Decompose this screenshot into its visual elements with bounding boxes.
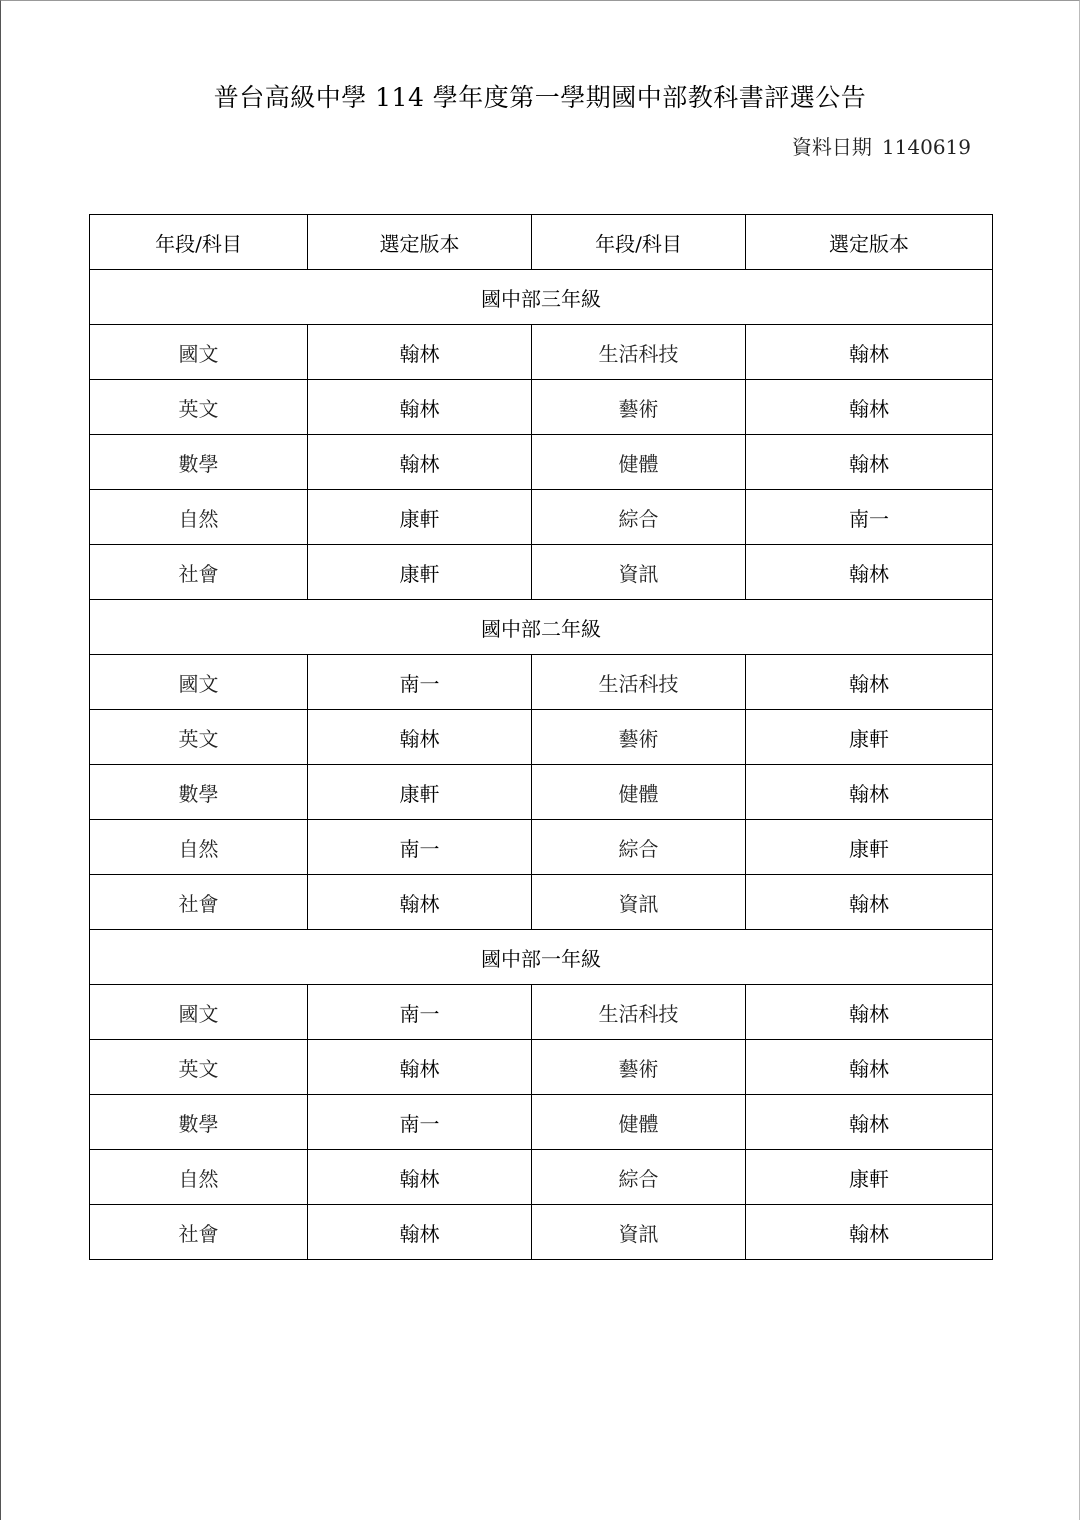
table-row: [90, 325, 993, 380]
subject-cell: 藝術: [532, 380, 746, 435]
version-cell: 康軒: [746, 710, 993, 765]
subject-cell: 自然: [90, 1150, 308, 1205]
subject-cell: 資訊: [532, 1205, 746, 1260]
subject-cell: 國文: [90, 655, 308, 710]
version-cell: 翰林: [746, 765, 993, 820]
table-row: [90, 820, 993, 875]
textbook-selection-table: [89, 214, 993, 1260]
subject-cell: 生活科技: [532, 985, 746, 1040]
table-row: [90, 1205, 993, 1260]
subject-cell: 數學: [90, 1095, 308, 1150]
date-label: 資料日期: [791, 135, 872, 159]
version-cell: 翰林: [746, 435, 993, 490]
subject-cell: 藝術: [532, 1040, 746, 1095]
version-cell: 翰林: [308, 435, 532, 490]
table-row: [90, 380, 993, 435]
version-cell: 康軒: [308, 490, 532, 545]
data-date: [792, 131, 971, 160]
subject-cell: 綜合: [532, 1150, 746, 1205]
version-cell: 翰林: [308, 380, 532, 435]
header-version-2: 選定版本: [746, 215, 993, 270]
page-title: 普台高級中學 114 學年度第一學期國中部教科書評選公告: [213, 83, 867, 112]
version-cell: 翰林: [746, 325, 993, 380]
subject-cell: 綜合: [532, 820, 746, 875]
subject-cell: 社會: [90, 545, 308, 600]
subject-cell: 自然: [90, 820, 308, 875]
table-body: [90, 270, 993, 1260]
header-subject-2: 年段/科目: [532, 215, 746, 270]
version-cell: 翰林: [746, 545, 993, 600]
subject-cell: 資訊: [532, 545, 746, 600]
header-version-1: 選定版本: [308, 215, 532, 270]
subject-cell: 國文: [90, 985, 308, 1040]
table-row: [90, 545, 993, 600]
version-cell: 南一: [308, 655, 532, 710]
version-cell: 翰林: [308, 1040, 532, 1095]
table-row: [90, 490, 993, 545]
version-cell: 南一: [308, 1095, 532, 1150]
version-cell: 翰林: [308, 710, 532, 765]
subject-cell: 國文: [90, 325, 308, 380]
version-cell: 康軒: [308, 765, 532, 820]
subject-cell: 生活科技: [532, 325, 746, 380]
section-header-row: [90, 270, 993, 325]
subject-cell: 英文: [90, 710, 308, 765]
subject-cell: 生活科技: [532, 655, 746, 710]
version-cell: 翰林: [746, 1040, 993, 1095]
table-row: [90, 765, 993, 820]
section-title: 國中部三年級: [90, 270, 993, 325]
table-row: [90, 655, 993, 710]
version-cell: 翰林: [308, 325, 532, 380]
version-cell: 南一: [746, 490, 993, 545]
subject-cell: 健體: [532, 1095, 746, 1150]
subject-cell: 數學: [90, 435, 308, 490]
section-header-row: [90, 930, 993, 985]
version-cell: 翰林: [308, 1150, 532, 1205]
version-cell: 南一: [308, 820, 532, 875]
subject-cell: 健體: [532, 765, 746, 820]
table-row: [90, 875, 993, 930]
version-cell: 翰林: [746, 655, 993, 710]
version-cell: 翰林: [308, 875, 532, 930]
subject-cell: 綜合: [532, 490, 746, 545]
table-row: [90, 710, 993, 765]
subject-cell: 社會: [90, 1205, 308, 1260]
subject-cell: 藝術: [532, 710, 746, 765]
subject-cell: 社會: [90, 875, 308, 930]
version-cell: 康軒: [308, 545, 532, 600]
version-cell: 翰林: [746, 985, 993, 1040]
date-value: 1140619: [881, 135, 971, 159]
version-cell: 康軒: [746, 1150, 993, 1205]
table-row: [90, 1040, 993, 1095]
version-cell: 翰林: [308, 1205, 532, 1260]
version-cell: 翰林: [746, 380, 993, 435]
section-title: 國中部二年級: [90, 600, 993, 655]
table-header-row: [90, 215, 993, 270]
header-subject-1: 年段/科目: [90, 215, 308, 270]
table-row: [90, 1150, 993, 1205]
subject-cell: 健體: [532, 435, 746, 490]
subject-cell: 資訊: [532, 875, 746, 930]
subject-cell: 數學: [90, 765, 308, 820]
table-row: [90, 435, 993, 490]
section-title: 國中部一年級: [90, 930, 993, 985]
subject-cell: 英文: [90, 380, 308, 435]
table-row: [90, 985, 993, 1040]
version-cell: 翰林: [746, 875, 993, 930]
version-cell: 翰林: [746, 1095, 993, 1150]
version-cell: 翰林: [746, 1205, 993, 1260]
subject-cell: 英文: [90, 1040, 308, 1095]
table-row: [90, 1095, 993, 1150]
subject-cell: 自然: [90, 490, 308, 545]
section-header-row: [90, 600, 993, 655]
version-cell: 南一: [308, 985, 532, 1040]
version-cell: 康軒: [746, 820, 993, 875]
